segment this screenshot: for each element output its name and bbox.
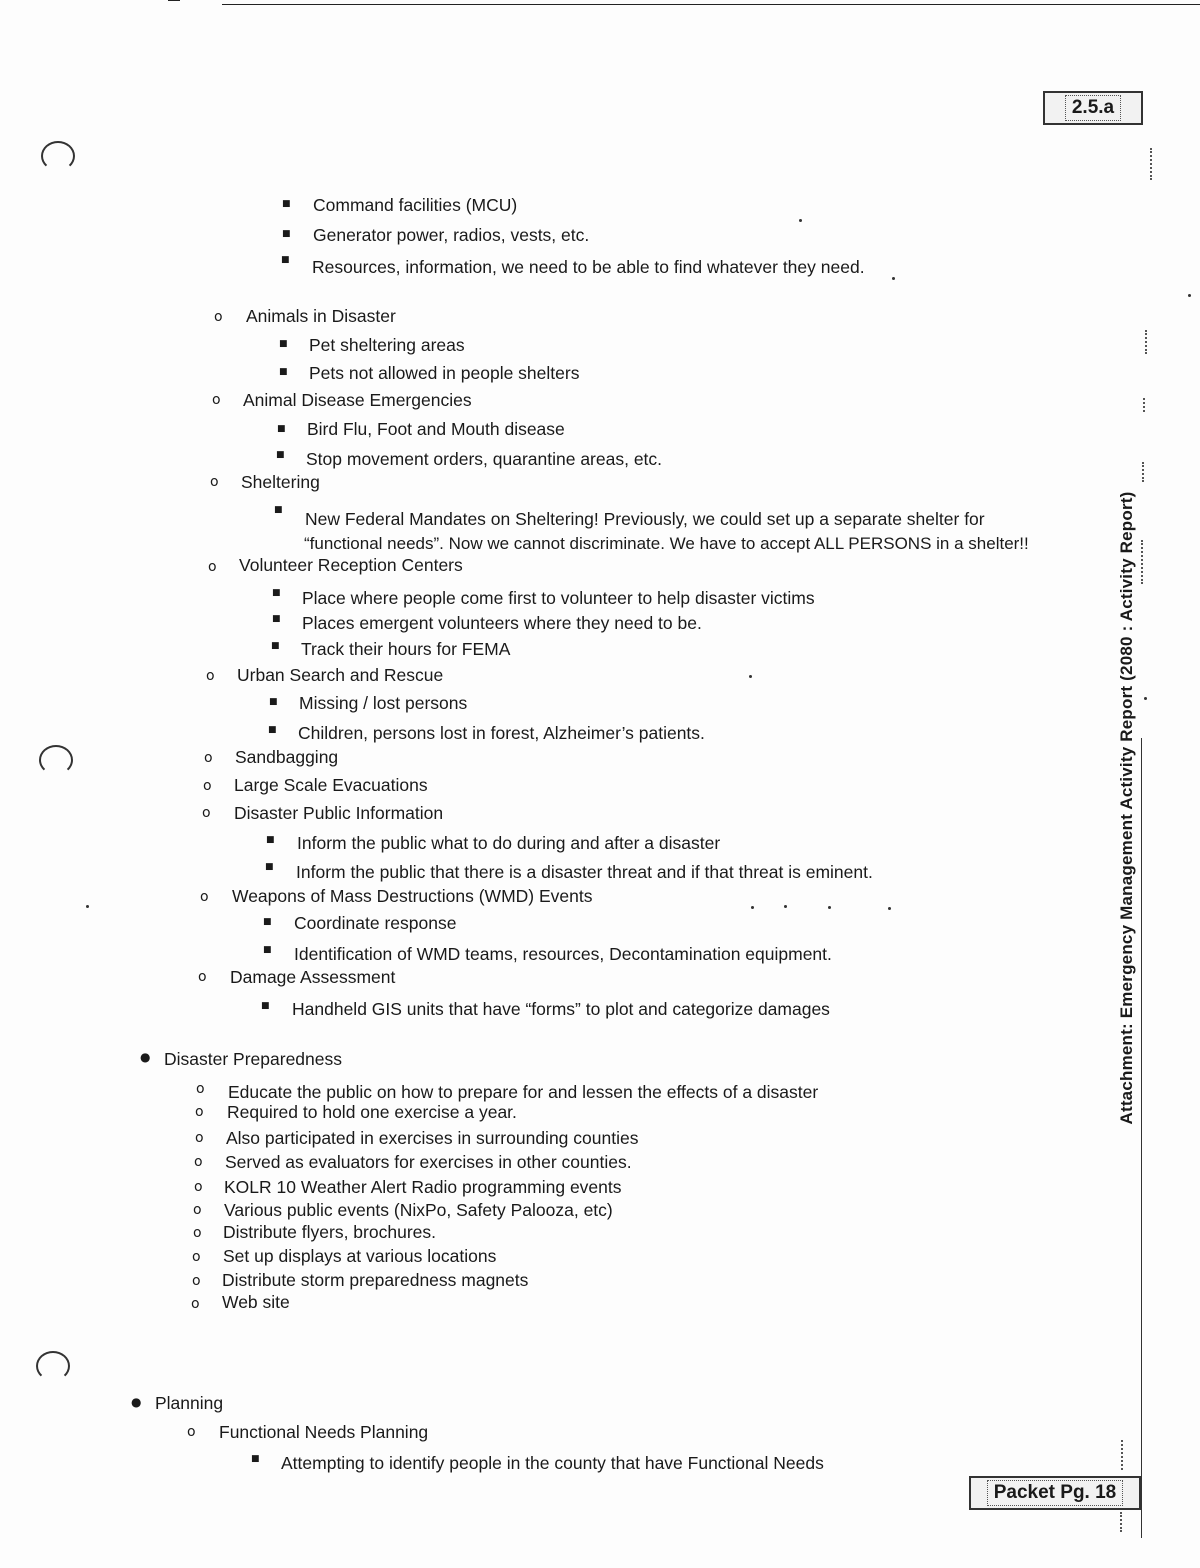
bullet-marker: ■ [251, 1454, 260, 1464]
scan-speck [828, 906, 831, 909]
bullet-marker: ● [140, 1050, 151, 1064]
section-badge-label: 2.5.a [1065, 95, 1121, 121]
scan-speck [799, 219, 802, 222]
bullet-marker: o [210, 474, 219, 490]
list-item: Attempting to identify people in the county that have Functional Needs [281, 1453, 824, 1473]
bullet-marker: o [193, 1202, 202, 1218]
list-item: Generator power, radios, vests, etc. [313, 225, 590, 245]
section-heading: Planning [155, 1393, 224, 1413]
list-item: Required to hold one exercise a year. [227, 1102, 517, 1122]
binder-hole-icon [36, 1351, 70, 1381]
bullet-marker: ■ [263, 945, 272, 955]
section-heading: Disaster Preparedness [164, 1049, 342, 1069]
bullet-marker: ■ [272, 614, 281, 624]
list-item: Pet sheltering areas [309, 335, 465, 355]
bullet-marker: o [206, 668, 215, 684]
bullet-marker: o [214, 309, 223, 325]
list-item: Inform the public what to do during and after a disaster [297, 833, 721, 853]
bullet-marker: ■ [269, 697, 278, 707]
list-item: Stop movement orders, quarantine areas, etc. [306, 449, 663, 469]
bullet-marker: ■ [279, 367, 288, 377]
list-item: Place where people come first to volunteer to help disaster victims [302, 588, 815, 608]
bullet-marker: o [202, 805, 211, 821]
bullet-marker: o [192, 1249, 201, 1265]
list-item: Served as evaluators for exercises in other counties. [225, 1152, 632, 1172]
bullet-marker: o [208, 559, 217, 575]
bullet-marker: ■ [274, 505, 283, 515]
scan-dots [1142, 462, 1144, 482]
top-edge-mark [168, 0, 180, 1]
list-item: Handheld GIS units that have “forms” to plot and categorize damages [292, 999, 830, 1019]
list-item: Set up displays at various locations [223, 1246, 497, 1266]
section-badge [1043, 91, 1143, 125]
attachment-side-label: Attachment: Emergency Management Activity Report (2080 : Activity Report) [1117, 491, 1136, 1125]
scan-speck [1188, 294, 1191, 297]
top-rule [222, 4, 1200, 5]
bullet-marker: ● [131, 1395, 142, 1409]
list-item: Urban Search and Rescue [237, 665, 444, 685]
scan-speck [749, 675, 752, 678]
bullet-marker: o [193, 1225, 202, 1241]
list-item: KOLR 10 Weather Alert Radio programming events [224, 1177, 622, 1197]
list-item: Sandbagging [235, 747, 339, 767]
list-item: Damage Assessment [230, 967, 396, 987]
bullet-marker: ■ [279, 339, 288, 349]
list-item: Missing / lost persons [299, 693, 468, 713]
bullet-marker: o [198, 969, 207, 985]
bullet-marker: ■ [276, 450, 285, 460]
bullet-marker: o [194, 1154, 203, 1170]
bullet-marker: o [204, 750, 213, 766]
binder-hole-icon [39, 745, 73, 775]
side-margin-line [1141, 738, 1142, 1538]
list-item: Inform the public that there is a disaster threat and if that threat is eminent. [296, 862, 873, 882]
bullet-marker: o [203, 778, 212, 794]
scan-speck [888, 907, 891, 910]
list-item: Various public events (NixPo, Safety Palooza, etc) [224, 1200, 613, 1220]
scan-dots [1120, 1512, 1122, 1532]
list-item: Educate the public on how to prepare for and lessen the effects of a disaster [228, 1082, 819, 1102]
list-item: Places emergent volunteers where they need to be. [302, 613, 702, 633]
list-item: Bird Flu, Foot and Mouth disease [307, 419, 565, 439]
bullet-marker: ■ [266, 835, 275, 845]
scan-speck [892, 277, 895, 280]
list-item: New Federal Mandates on Sheltering! Previously, we could set up a separate shelter for [305, 509, 985, 529]
list-item: Identification of WMD teams, resources, Decontamination equipment. [294, 944, 832, 964]
list-item: Children, persons lost in forest, Alzheimer’s patients. [298, 723, 705, 743]
list-item: Animals in Disaster [246, 306, 396, 326]
bullet-marker: o [195, 1104, 204, 1120]
scan-dots [1145, 330, 1147, 354]
list-item: Track their hours for FEMA [301, 639, 511, 659]
scan-speck [1144, 697, 1147, 700]
scan-dots [1143, 398, 1145, 412]
list-item: Distribute storm preparedness magnets [222, 1270, 529, 1290]
bullet-marker: o [187, 1424, 196, 1440]
bullet-marker: o [195, 1130, 204, 1146]
scan-speck [86, 905, 89, 908]
bullet-marker: ■ [271, 641, 280, 651]
list-item: Also participated in exercises in surrounding counties [226, 1128, 639, 1148]
bullet-marker: ■ [263, 917, 272, 927]
bullet-marker: o [196, 1081, 205, 1097]
bullet-marker: ■ [282, 229, 291, 239]
list-item: Functional Needs Planning [219, 1422, 429, 1442]
bullet-marker: o [191, 1296, 200, 1312]
scan-dots [1121, 1440, 1123, 1470]
bullet-marker: o [200, 889, 209, 905]
packet-page-badge [969, 1476, 1141, 1510]
list-item: Volunteer Reception Centers [239, 555, 463, 575]
list-item: Sheltering [241, 472, 320, 492]
scan-speck [751, 906, 754, 909]
list-item: Web site [222, 1292, 290, 1312]
bullet-marker: ■ [265, 862, 274, 872]
list-item: Command facilities (MCU) [313, 195, 518, 215]
scan-speck [784, 905, 787, 908]
list-item: Pets not allowed in people shelters [309, 363, 580, 383]
list-item: Weapons of Mass Destructions (WMD) Events [232, 886, 593, 906]
bullet-marker: ■ [261, 1001, 270, 1011]
bullet-marker: o [212, 392, 221, 408]
bullet-marker: ■ [268, 725, 277, 735]
bullet-marker: o [192, 1273, 201, 1289]
bullet-marker: ■ [277, 424, 286, 434]
scan-dots [1150, 148, 1152, 180]
binder-hole-icon [41, 141, 75, 171]
bullet-marker: ■ [281, 255, 290, 265]
packet-page-label: Packet Pg. 18 [987, 1480, 1124, 1506]
list-item: Large Scale Evacuations [234, 775, 428, 795]
list-item: Disaster Public Information [234, 803, 444, 823]
list-item: Coordinate response [294, 913, 457, 933]
list-item: Distribute flyers, brochures. [223, 1222, 436, 1242]
list-item-continuation: “functional needs”. Now we cannot discriminate. We have to accept ALL PERSONS in a shelter!! [304, 534, 1029, 553]
bullet-marker: ■ [272, 588, 281, 598]
scan-dots [1141, 540, 1143, 584]
bullet-marker: ■ [282, 199, 291, 209]
bullet-marker: o [194, 1179, 203, 1195]
list-item: Resources, information, we need to be able to find whatever they need. [312, 257, 865, 277]
list-item: Animal Disease Emergencies [243, 390, 472, 410]
